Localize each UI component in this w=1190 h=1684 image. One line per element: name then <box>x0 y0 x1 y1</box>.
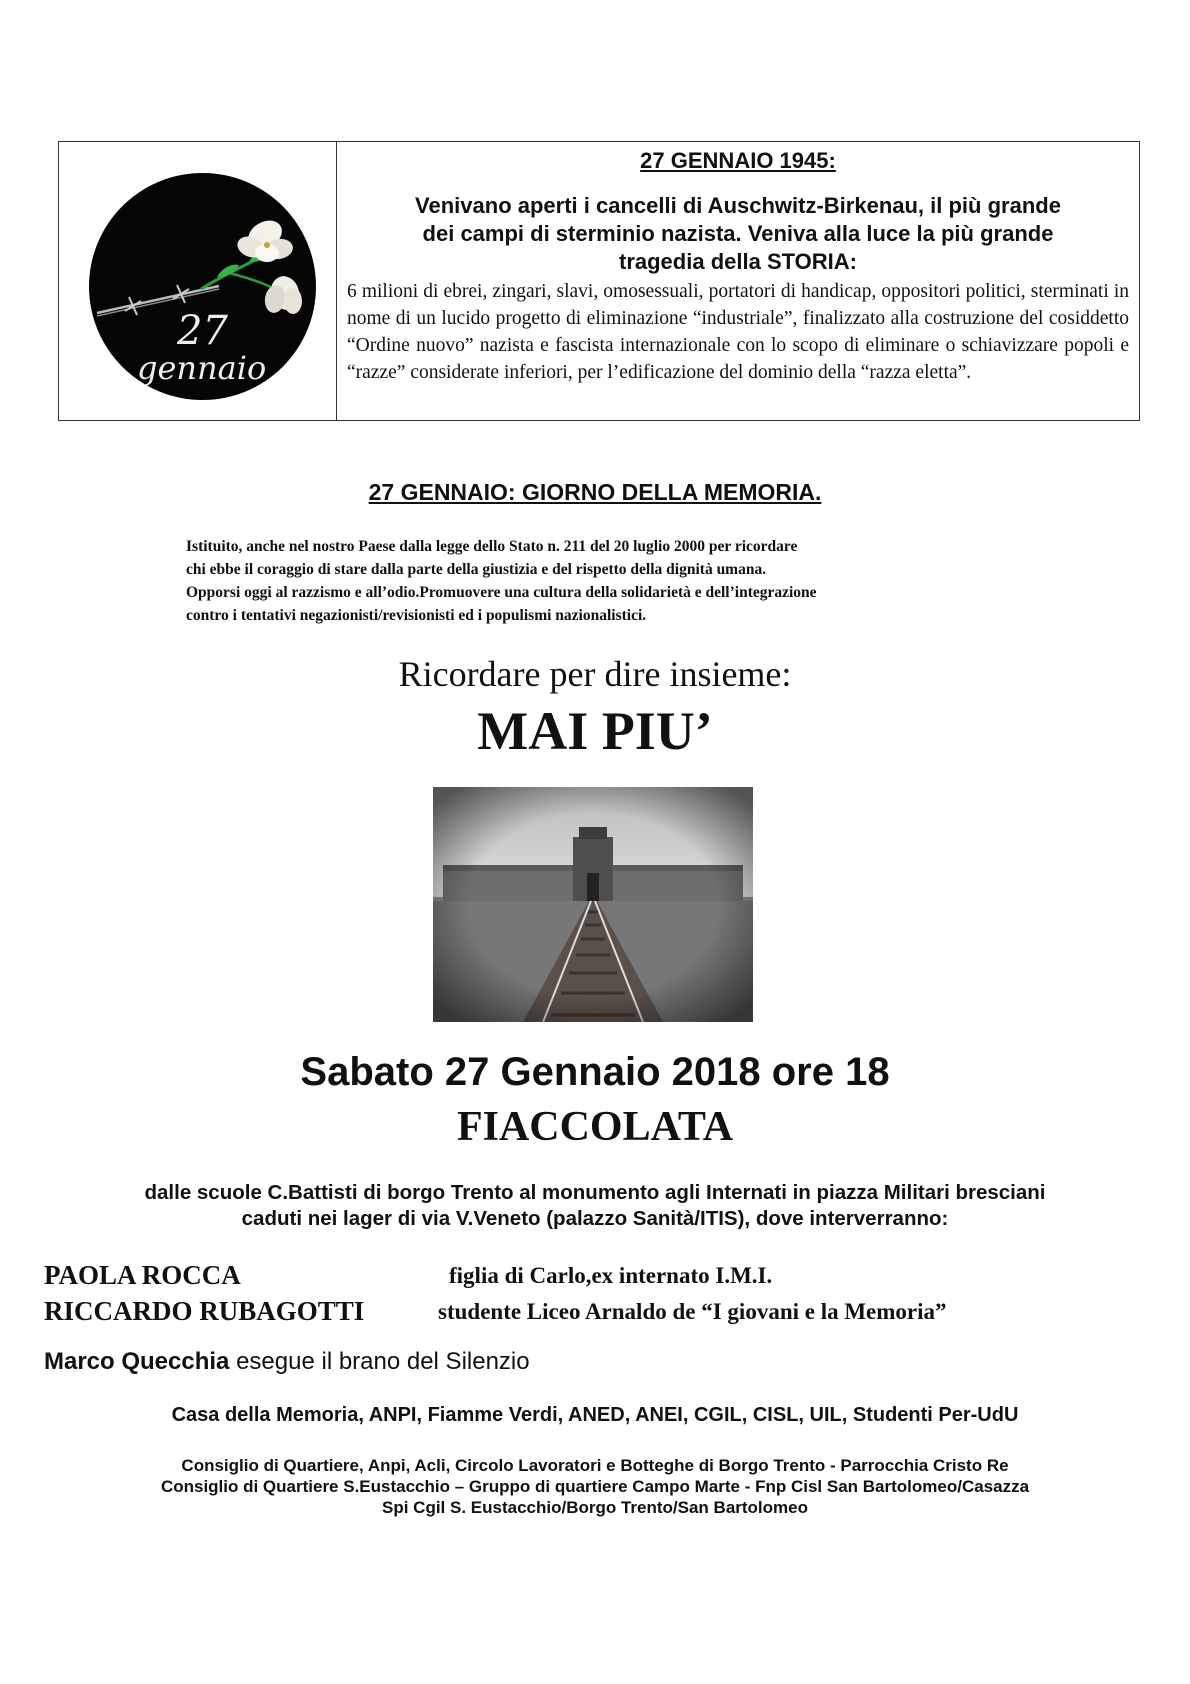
event-name: FIACCOLATA <box>456 1104 734 1150</box>
memoria-paragraph <box>186 535 1006 627</box>
speaker-name: PAOLA ROCCA <box>44 1260 241 1290</box>
route-line: caduti nei lager di via V.Veneto (palazzo Sanità/ITIS), dove interverranno: <box>241 1207 949 1230</box>
logo-word: gennaio <box>137 349 267 387</box>
organizers: Casa della Memoria, ANPI, Fiamme Verdi, ANED, ANEI, CGIL, CISL, UIL, Studenti Per-UdU <box>171 1404 1019 1426</box>
supporter-line: Consiglio di Quartiere, Anpi, Acli, Circolo Lavoratori e Botteghe di Borgo Trento - Parrocchia Cristo Re <box>181 1456 1009 1475</box>
memoria-line: contro i tentativi negazionisti/revisionisti ed i populismi nazionalistici. <box>186 607 647 624</box>
memoria-line: chi ebbe il coraggio di stare dalla parte della giustizia e del rispetto della dignità umana. <box>186 561 767 578</box>
speaker-role: figlia di Carlo,ex internato I.M.I. <box>449 1263 773 1288</box>
music-line <box>44 1348 530 1376</box>
lead-line: tragedia della STORIA: <box>619 249 857 274</box>
supporter-line: Spi Cgil S. Eustacchio/Borgo Trento/San Bartolomeo <box>382 1498 808 1517</box>
slogan-headline: MAI PIU’ <box>477 701 713 761</box>
memoria-title: 27 GENNAIO: GIORNO DELLA MEMORIA. <box>368 479 822 505</box>
route-line: dalle scuole C.Battisti di borgo Trento al monumento agli Internati in piazza Militari bresciani <box>144 1181 1046 1204</box>
supporter-line: Consiglio di Quartiere S.Eustacchio – Gruppo di quartiere Campo Marte - Fnp Cisl San Bartolomeo/Casazza <box>160 1477 1030 1496</box>
speaker-name: RICCARDO RUBAGOTTI <box>44 1296 365 1326</box>
logo-cell <box>59 142 337 420</box>
supporters <box>0 1455 1190 1518</box>
speaker-role: studente Liceo Arnaldo de “I giovani e la Memoria” <box>438 1299 947 1324</box>
event-route <box>0 1180 1190 1232</box>
event-date-time: Sabato 27 Gennaio 2018 ore 18 <box>300 1050 890 1094</box>
auschwitz-railway-photo <box>433 787 753 1022</box>
giorno-memoria-logo <box>89 173 316 400</box>
lead-line: Venivano aperti i cancelli di Auschwitz-Birkenau, il più grande <box>415 193 1061 218</box>
performer-name: Marco Quecchia <box>44 1348 230 1375</box>
date-heading: 27 GENNAIO 1945: <box>640 148 836 173</box>
slogan-line: Ricordare per dire insieme: <box>398 654 792 694</box>
intro-table <box>58 141 1140 421</box>
body-paragraph: 6 milioni di ebrei, zingari, slavi, omosessuali, portatori di handicap, oppositori politici, sterminati in nome di un lucido progetto di eliminazione “industriale”, finalizzato alla costruzione del cosiddetto “Ordine nuovo” nazista e fascista internazionale con lo scopo di eliminare o schiavizzare popoli e “razze” considerate inferiori, per l’edificazione del dominio della “razza eletta”. <box>347 281 1129 383</box>
lead-line: dei campi di sterminio nazista. Veniva alla luce la più grande <box>422 221 1054 246</box>
intro-text-cell <box>337 142 1139 420</box>
memoria-line: Opporsi oggi al razzismo e all’odio.Promuovere una cultura della solidarietà e dell’integrazione <box>186 584 817 601</box>
logo-number: 27 <box>177 308 228 354</box>
music-text: esegue il brano del Silenzio <box>229 1348 530 1375</box>
memoria-line: Istituito, anche nel nostro Paese dalla legge dello Stato n. 211 del 20 luglio 2000 per ricordare <box>186 538 798 555</box>
railway-image <box>433 787 753 1022</box>
lead-paragraph <box>347 192 1129 276</box>
